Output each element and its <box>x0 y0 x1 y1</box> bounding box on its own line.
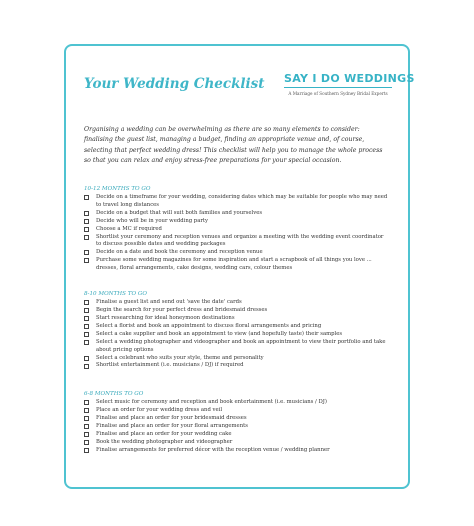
checklist-item <box>84 362 389 370</box>
item-text: Decide on a budget that will suit both families and yourselves <box>96 209 263 216</box>
section-heading-6-8: 6-8 MONTHS TO GO <box>84 391 144 397</box>
checkbox[interactable] <box>84 258 89 263</box>
checkbox[interactable] <box>84 250 89 255</box>
item-text: Finalise and place an order for your bridesmaid dresses <box>96 414 247 421</box>
checkbox[interactable] <box>84 432 89 437</box>
logo-tagline: A Marriage of Southern Sydney Bridal Experts <box>288 91 388 96</box>
checkbox[interactable] <box>84 440 89 445</box>
item-text: Purchase some wedding magazines for some inspiration and start a scrapbook of all things you love ... dresses, floral arrangements, cake designs, wedding cars, colour themes <box>96 257 372 271</box>
checkbox[interactable] <box>84 219 89 224</box>
checklist-item <box>84 226 389 234</box>
checklist-section-8-10 <box>84 299 389 370</box>
intro-paragraph: Organising a wedding can be overwhelming as there are so many elements to consider: finalising the guest list, managing a budget, finding an appropriate venue and, of course, selecting that perfect wedding dress! This checklist will help you to manage the whole process so that you can relax and enjoy stress-free preparations for your special occasion. <box>84 126 383 164</box>
checkbox[interactable] <box>84 448 89 453</box>
checklist-item <box>84 257 389 272</box>
item-text: Select music for ceremony and reception and book entertainment (i.e. musicians / DJ) <box>96 399 327 405</box>
brand-logo <box>284 72 415 96</box>
item-text: Shortlist entertainment (i.e. musicians / DJ) if required <box>96 362 244 369</box>
checklist-item <box>84 218 389 226</box>
checklist-item <box>84 249 389 257</box>
checkbox[interactable] <box>84 300 89 305</box>
checkbox[interactable] <box>84 211 89 216</box>
item-text: Finalise and place an order for your wedding cake <box>96 430 232 437</box>
checklist-item <box>84 431 389 439</box>
item-text: Shortlist your ceremony and reception venues and organize a meeting with the wedding event coordinator to discuss possible dates and wedding packages <box>96 233 384 248</box>
item-text: Select a cake supplier and book an appointment to view (and hopefully taste) their samples <box>96 330 343 337</box>
checklist-section-6-8 <box>84 399 389 455</box>
checkbox[interactable] <box>84 424 89 429</box>
checkbox[interactable] <box>84 416 89 421</box>
item-text: Book the wedding photographer and videographer <box>96 438 233 445</box>
checkbox[interactable] <box>84 235 89 240</box>
section-heading-8-10: 8-10 MONTHS TO GO <box>84 291 147 297</box>
checklist-item <box>84 331 389 339</box>
item-text: Finalise a guest list and send out 'save the date' cards <box>96 299 242 305</box>
item-text: Select a celebrant who suits your style, theme and personality <box>96 354 264 361</box>
section-heading-10-12: 10-12 MONTHS TO GO <box>84 186 151 192</box>
checkbox[interactable] <box>84 340 89 345</box>
checklist-item <box>84 234 389 249</box>
checklist-item <box>84 439 389 447</box>
checklist-item <box>84 315 389 323</box>
checklist-item <box>84 210 389 218</box>
item-text: Decide on a date and book the ceremony and reception venue <box>96 249 263 256</box>
document-title: Your Wedding Checklist <box>84 76 265 92</box>
checkbox[interactable] <box>84 195 89 200</box>
checkbox[interactable] <box>84 316 89 321</box>
checkbox[interactable] <box>84 364 89 369</box>
item-text: Start researching for ideal honeymoon destinations <box>96 314 235 321</box>
checklist-item <box>84 355 389 363</box>
checklist-item <box>84 447 389 455</box>
item-text: Select a wedding photographer and videographer and book an appointment to view their portfolio and take about pricing options <box>96 338 386 353</box>
checkbox[interactable] <box>84 408 89 413</box>
checkbox[interactable] <box>84 324 89 329</box>
checklist-item <box>84 399 389 407</box>
checklist-item <box>84 299 389 307</box>
item-text: Decide who will be in your wedding party <box>96 217 209 224</box>
logo-name: SAY I DO WEDDINGS <box>284 72 392 88</box>
checkbox[interactable] <box>84 227 89 232</box>
checklist-item <box>84 307 389 315</box>
item-text: Finalise arrangements for preferred décor with the reception venue / wedding planner <box>96 446 330 453</box>
checkbox[interactable] <box>84 356 89 361</box>
checklist-item <box>84 407 389 415</box>
checklist-item <box>84 323 389 331</box>
item-text: Finalise and place an order for your floral arrangements <box>96 422 248 429</box>
checklist-item <box>84 423 389 431</box>
item-text: Select a florist and book an appointment to discuss floral arrangements and pricing <box>96 322 322 329</box>
checklist-item <box>84 415 389 423</box>
item-text: Choose a MC if required <box>96 225 162 232</box>
item-text: Begin the search for your perfect dress and bridesmaid dresses <box>96 306 268 313</box>
checkbox[interactable] <box>84 400 89 405</box>
checkbox[interactable] <box>84 332 89 337</box>
checklist-section-10-12 <box>84 194 389 273</box>
checklist-item <box>84 194 389 209</box>
item-text: Place an order for your wedding dress and veil <box>96 406 223 413</box>
checkbox[interactable] <box>84 308 89 313</box>
item-text: Decide on a timeframe for your wedding, considering dates which may be suitable for people who may need to travel long distances <box>96 194 388 208</box>
checklist-item <box>84 339 389 354</box>
